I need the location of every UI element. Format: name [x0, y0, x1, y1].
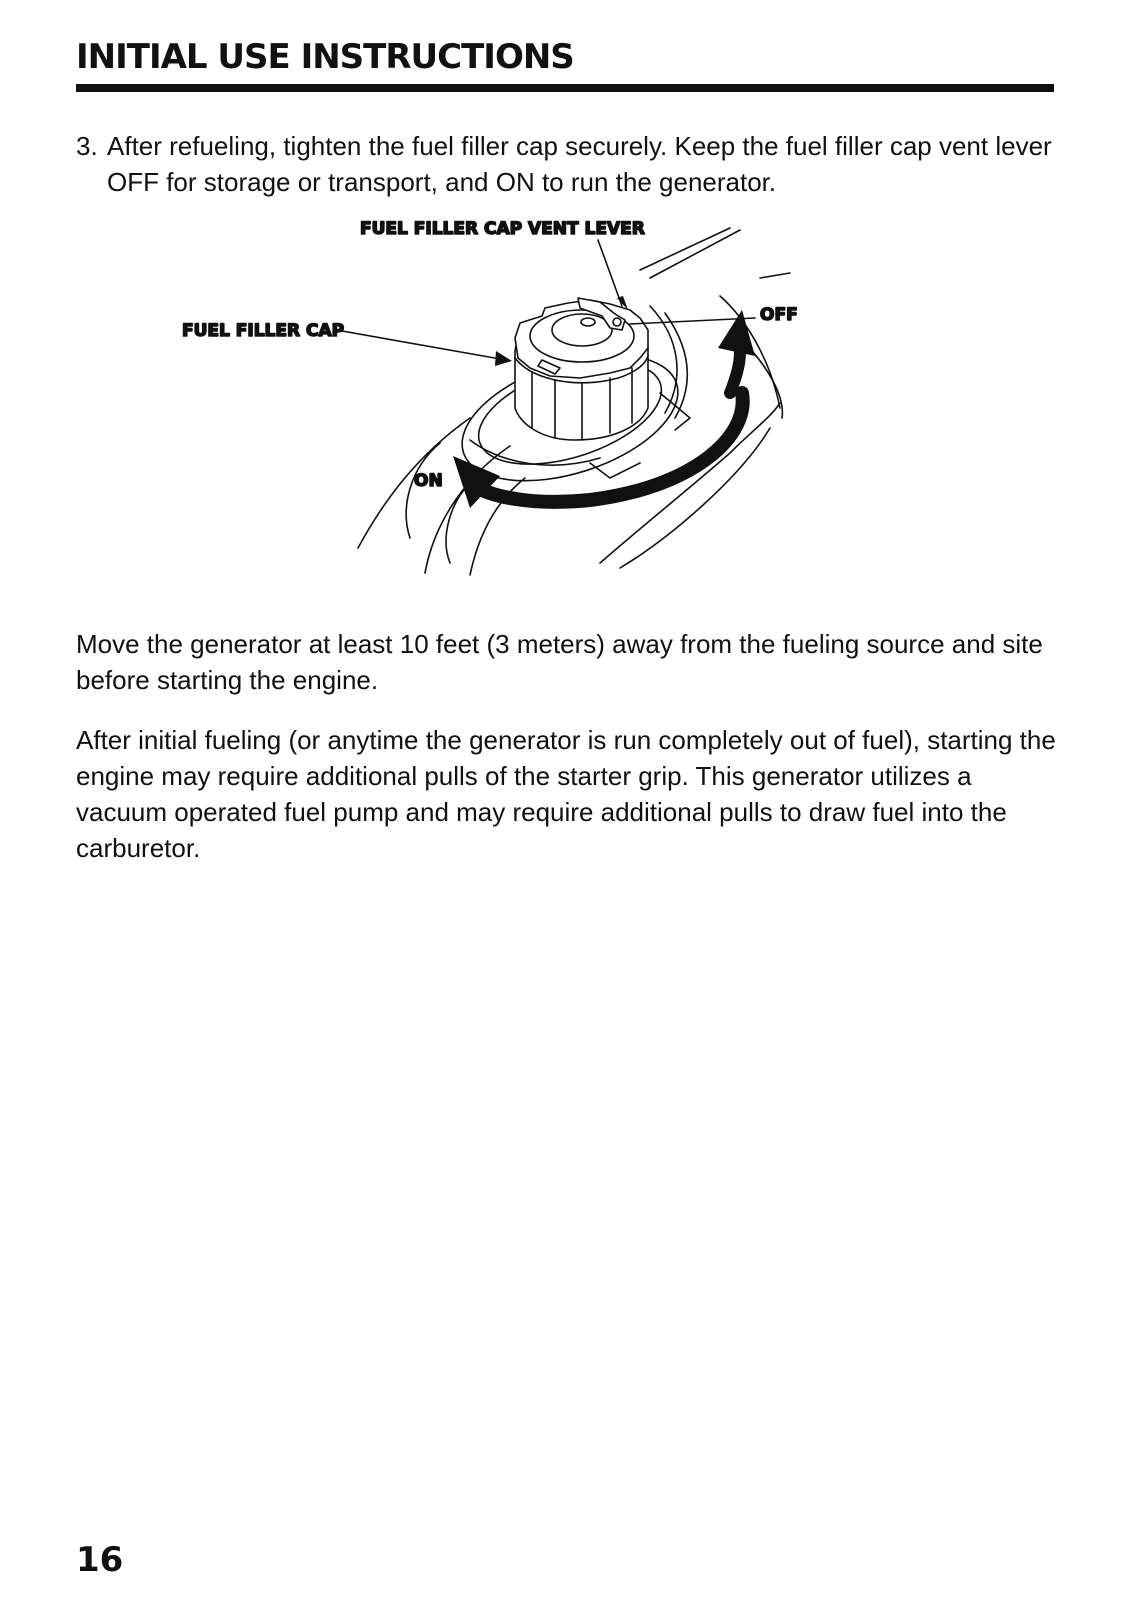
- off-label: OFF: [760, 305, 798, 325]
- title-divider: [76, 84, 1054, 92]
- filler-cap-label: FUEL FILLER CAP: [182, 321, 345, 341]
- page-title: INITIAL USE INSTRUCTIONS: [76, 37, 574, 77]
- paragraph-initial-fueling: After initial fueling (or anytime the generator is run completely out of fuel), starting the engine may require additional pulls of the starter grip. This generator utilizes a vacuum operated fuel pump and may require additional pulls to draw fuel into the carburetor.: [76, 725, 1056, 863]
- step-text: After refueling, tighten the fuel filler cap securely. Keep the fuel filler cap vent lever OFF for storage or transport, and ON to run the generator.: [107, 131, 1052, 197]
- step-number: 3.: [76, 131, 98, 161]
- on-label: ON: [414, 471, 443, 491]
- page-number: 16: [76, 1540, 124, 1580]
- vent-lever-label: FUEL FILLER CAP VENT LEVER: [360, 219, 645, 239]
- off-direction-arrow: [718, 310, 755, 393]
- fuel-filler-cap-illustration: [170, 218, 850, 593]
- fuel-filler-cap-shape: [515, 298, 648, 440]
- paragraph-move-generator: Move the generator at least 10 feet (3 meters) away from the fueling source and site before starting the engine.: [76, 629, 1043, 695]
- instruction-step-3: [76, 128, 1056, 200]
